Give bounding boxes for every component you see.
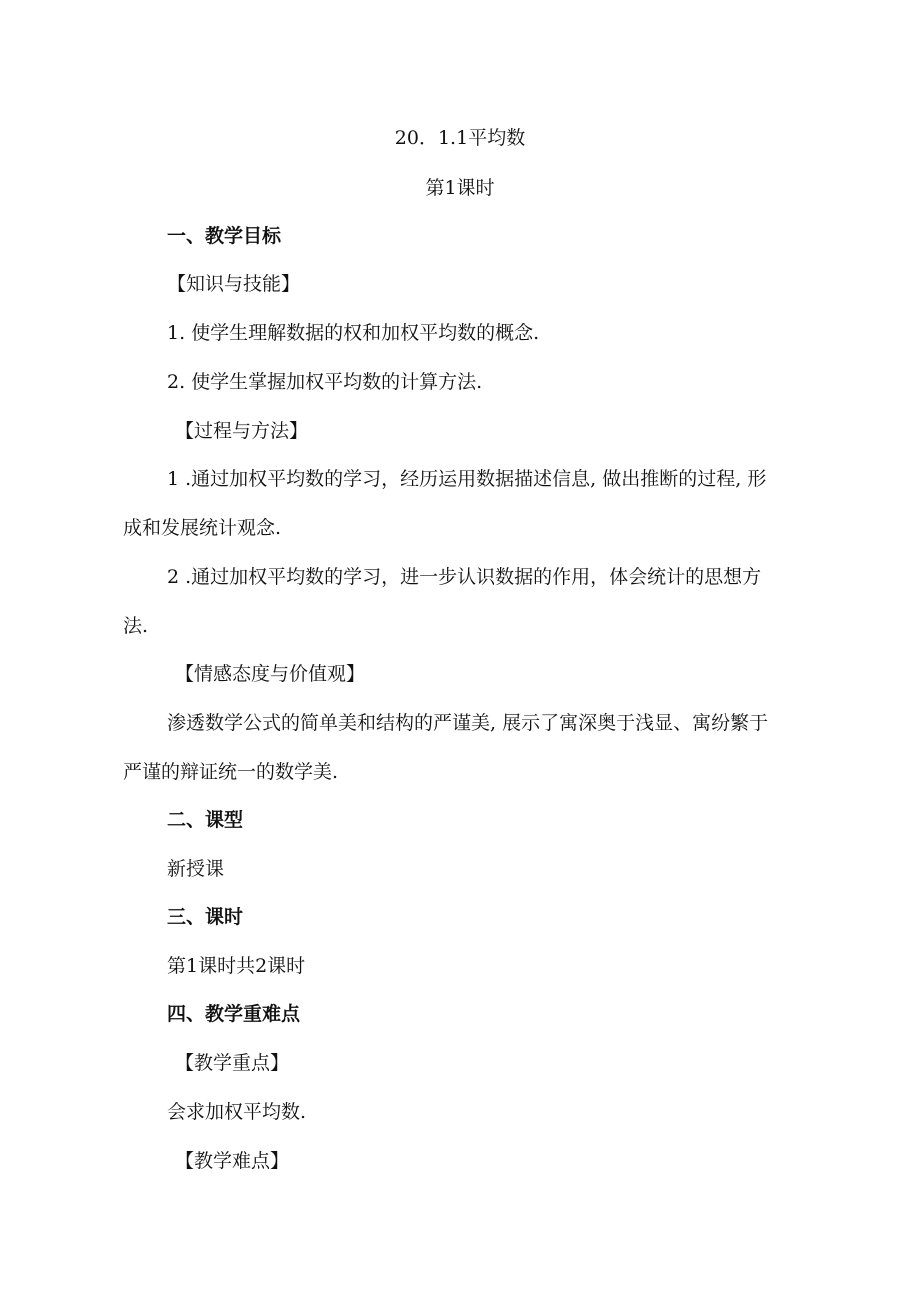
process-item-2-line1: 2 .通过加权平均数的学习，进一步认识数据的作用，体会统计的思想方 <box>167 566 762 588</box>
lesson-hours-text: 第1课时共2课时 <box>167 955 306 977</box>
emotion-text-line2: 严谨的辩证统一的数学美. <box>123 761 339 783</box>
label-knowledge-skills: 【知识与技能】 <box>167 273 301 295</box>
process-item-1-line1: 1 .通过加权平均数的学习，经历运用数据描述信息, 做出推断的过程, 形 <box>167 468 767 490</box>
process-item-1-line2: 成和发展统计观念. <box>123 517 282 539</box>
label-process-method: 【过程与方法】 <box>175 420 309 442</box>
label-emotion-values: 【情感态度与价值观】 <box>175 663 366 685</box>
process-item-2-line2: 法. <box>123 615 149 637</box>
section-heading-objectives: 一、教学目标 <box>167 225 282 247</box>
label-difficult-points: 【教学难点】 <box>175 1150 290 1172</box>
document-title: 20．1.1平均数 <box>394 127 526 149</box>
document-subtitle: 第1课时 <box>425 177 495 199</box>
key-points-text: 会求加权平均数. <box>167 1101 307 1123</box>
section-heading-lesson-hours: 三、课时 <box>167 906 244 928</box>
knowledge-item-1: 1. 使学生理解数据的权和加权平均数的概念. <box>167 322 540 344</box>
knowledge-item-2: 2. 使学生掌握加权平均数的计算方法. <box>167 371 483 393</box>
lesson-type-text: 新授课 <box>167 858 225 880</box>
section-heading-key-difficult: 四、教学重难点 <box>167 1003 301 1025</box>
label-key-points: 【教学重点】 <box>175 1052 290 1074</box>
emotion-text-line1: 渗透数学公式的简单美和结构的严谨美, 展示了寓深奥于浅显、寓纷繁于 <box>167 712 769 734</box>
section-heading-lesson-type: 二、课型 <box>167 809 244 831</box>
